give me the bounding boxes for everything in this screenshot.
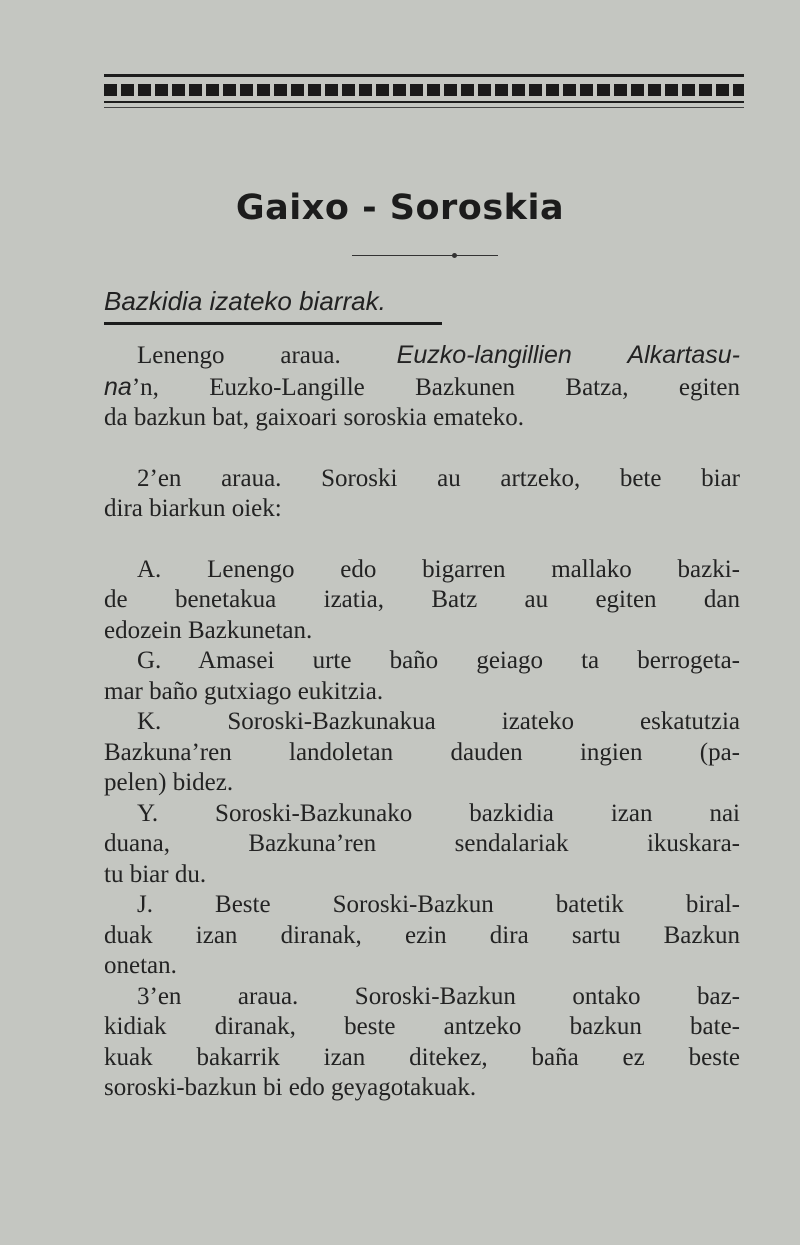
line-text: ’n, Euzko-Langille Bazkunen Batza, egiten — [131, 373, 740, 401]
paragraph-line: duak izan diranak, ezin dira sartu Bazkun — [104, 921, 740, 949]
rule-lead: Lenengo araua. — [137, 342, 341, 369]
paragraph-line: A. Lenengo edo bigarren mallako bazki- — [137, 555, 740, 583]
paragraph-line: dira biarkun oiek: — [104, 495, 282, 522]
paragraph-spacer — [104, 434, 740, 464]
paragraph-line: da bazkun bat, gaixoari soroskia emateko. — [104, 404, 524, 431]
paragraph-line: 2’en araua. Soroski au artzeko, bete biar — [137, 464, 740, 492]
paragraph-line: G. Amasei urte baño geiago ta berrogeta- — [137, 647, 740, 674]
page-title: Gaixo - Soroskia — [235, 188, 565, 228]
paragraph-3 — [104, 982, 740, 1104]
paragraph-line: tu biar du. — [104, 860, 207, 888]
paragraph-line: mar baño gutxiago eukitzia. — [104, 677, 384, 705]
paragraph-line: J. Beste Soroski-Bazkun batetik biral- — [137, 891, 740, 918]
ornament-block-band — [104, 84, 744, 96]
paragraph-line: kuak bakarrik izan ditekez, baña ez beste — [104, 1043, 740, 1071]
document-body — [104, 340, 740, 1104]
paragraph-line: edozein Bazkunetan. — [104, 616, 313, 644]
title-divider — [352, 255, 498, 256]
paragraph-line: Bazkuna’ren landoletan dauden ingien (pa- — [104, 738, 740, 766]
italic-phrase: na — [104, 372, 132, 401]
list-item-g — [104, 646, 740, 707]
header-ornament — [104, 72, 744, 120]
ornament-line-thin — [104, 107, 744, 108]
paragraph-line: kidiak diranak, beste antzeko bazkun bate- — [104, 1013, 740, 1040]
paragraph-2 — [104, 464, 740, 525]
ornament-line-top — [104, 74, 744, 77]
italic-phrase: Euzko-langillien Alkartasu- — [396, 341, 740, 369]
paragraph-line: pelen) bidez. — [104, 769, 234, 796]
paragraph-line — [104, 372, 740, 404]
paragraph-line: duana, Bazkuna’ren sendalariak ikuskara- — [104, 830, 740, 857]
list-item-y — [104, 799, 740, 891]
list-item-a — [104, 555, 740, 647]
paragraph-line: soroski-bazkun bi edo geyagotakuak. — [104, 1074, 477, 1101]
paragraph-1 — [104, 340, 740, 434]
paragraph-line — [104, 340, 740, 372]
paragraph-line: de benetakua izatia, Batz au egiten dan — [104, 586, 740, 613]
paragraph-spacer — [104, 525, 740, 555]
paragraph-line: onetan. — [104, 952, 177, 979]
list-item-j — [104, 890, 740, 982]
ornament-line-bottom — [104, 101, 744, 103]
section-heading-underline — [104, 322, 442, 325]
list-item-k — [104, 707, 740, 799]
paragraph-line: Y. Soroski-Bazkunako bazkidia izan nai — [137, 799, 740, 827]
paragraph-line: 3’en araua. Soroski-Bazkun ontako baz- — [137, 982, 740, 1010]
paragraph-line: K. Soroski-Bazkunakua izateko eskatutzia — [137, 708, 740, 735]
section-heading: Bazkidia izateko biarrak. — [104, 286, 386, 316]
